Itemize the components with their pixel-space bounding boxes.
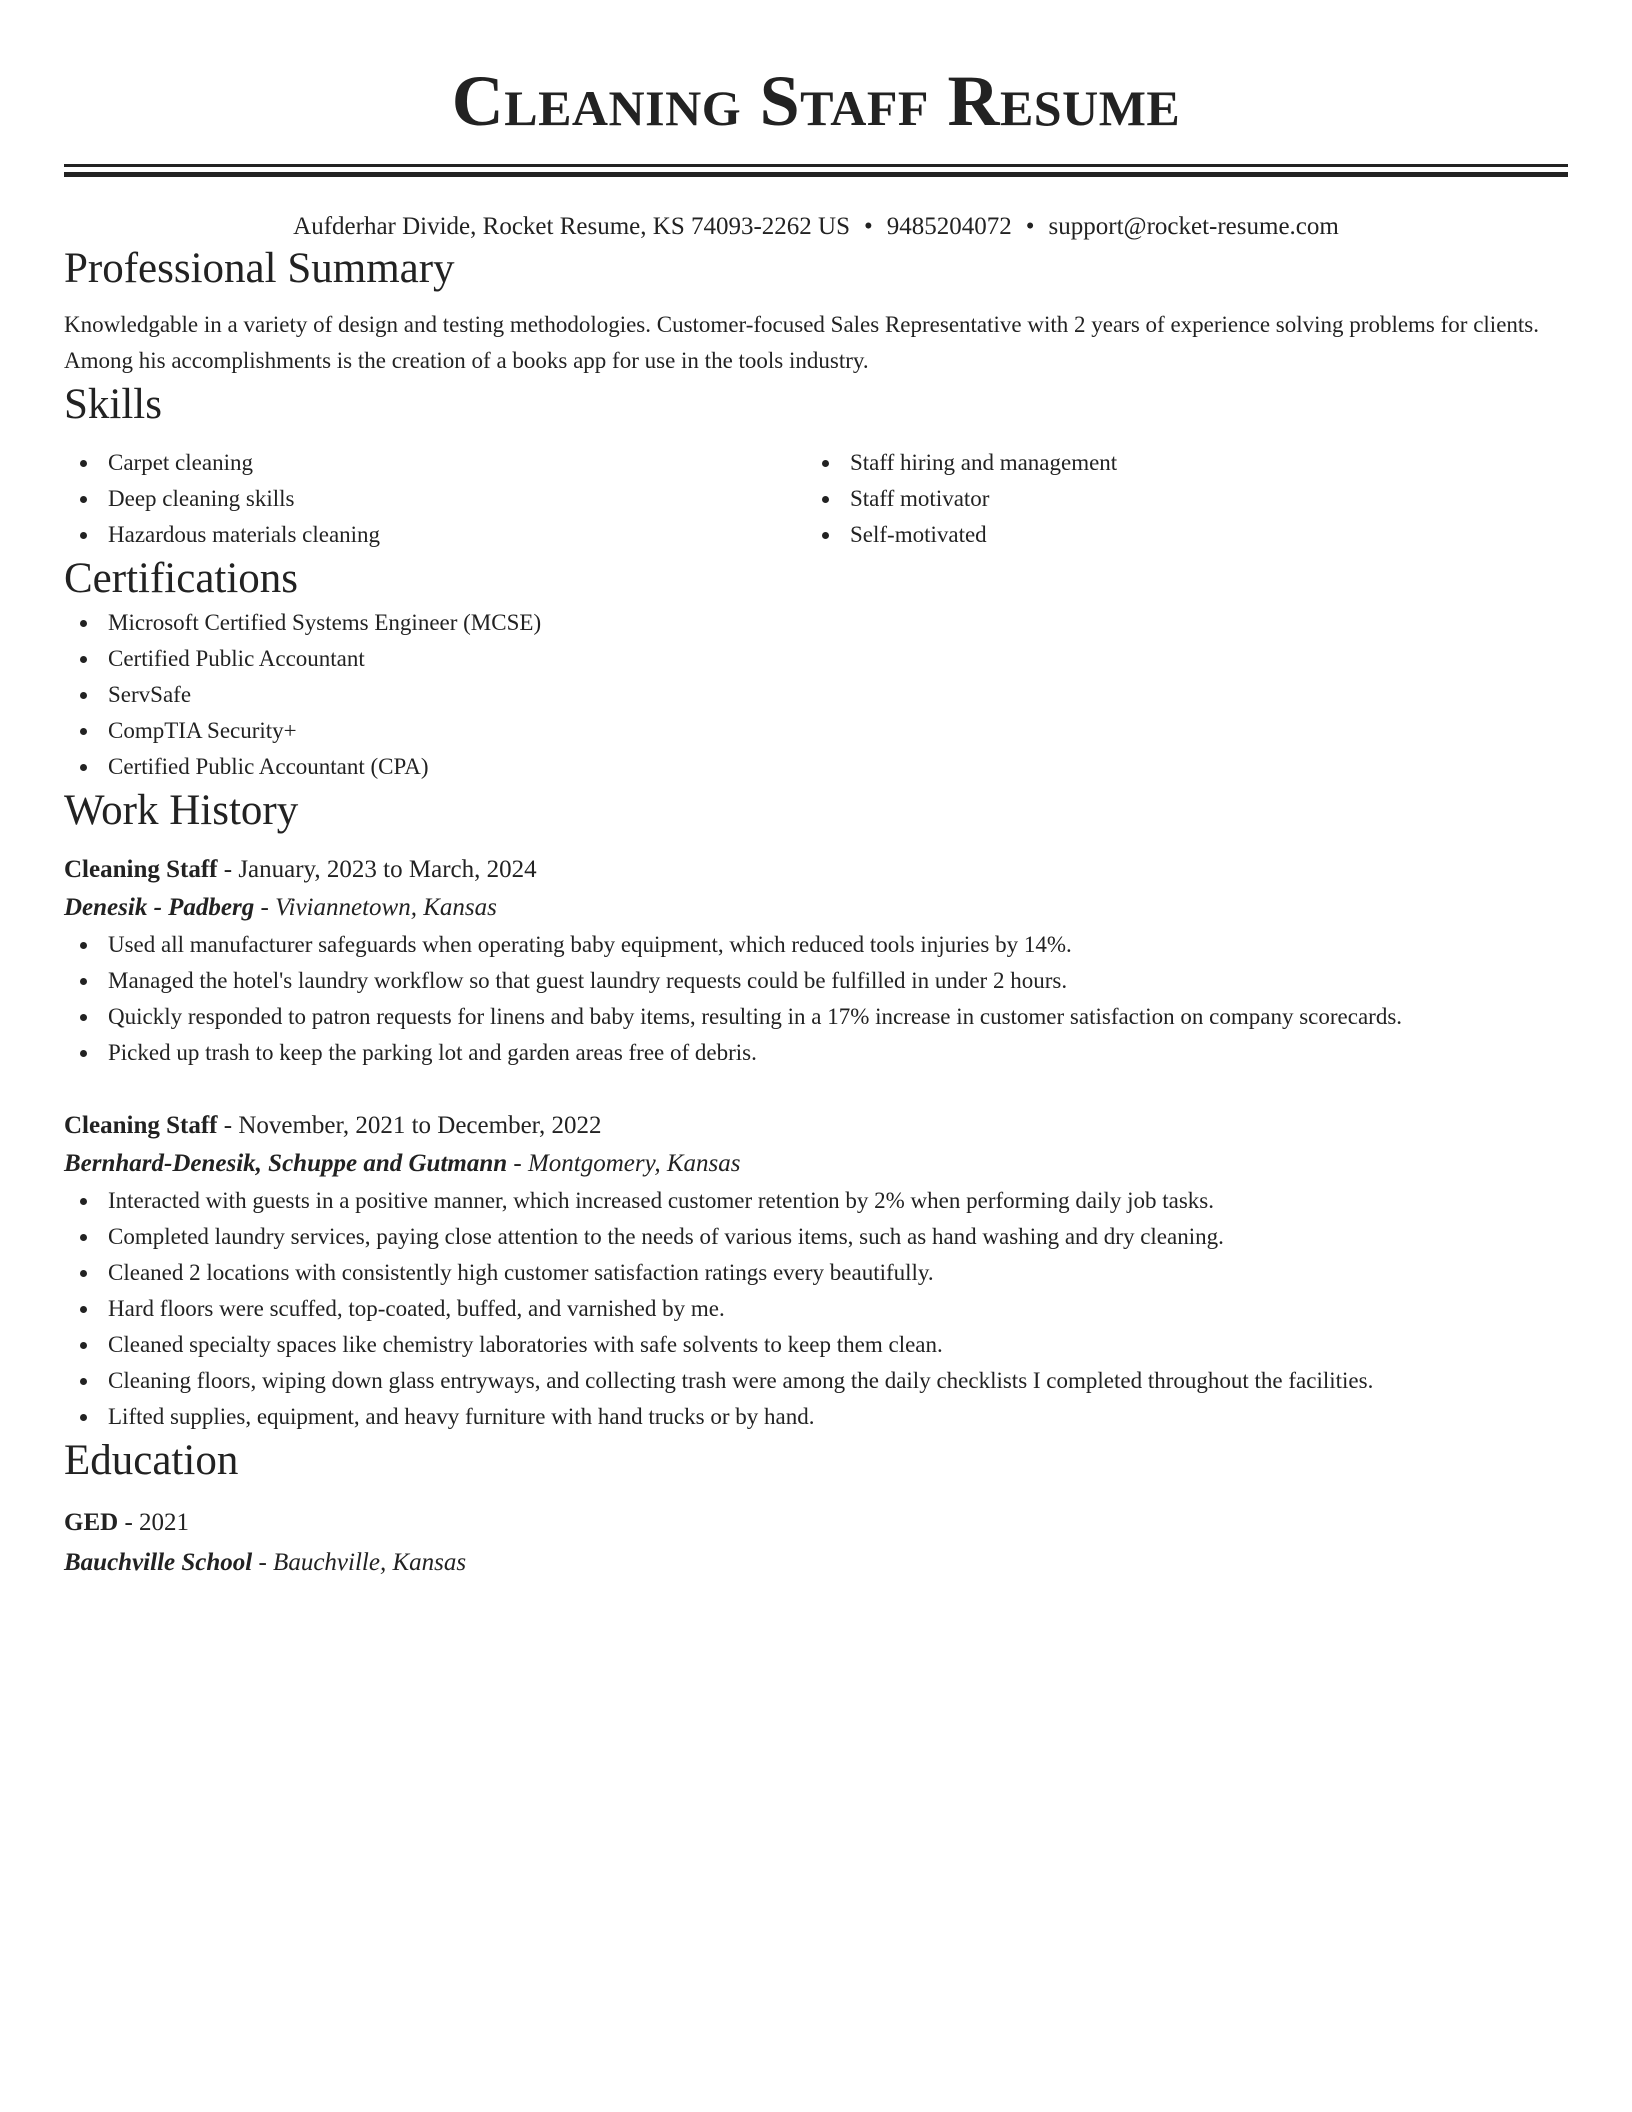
resume-title: Cleaning Staff Resume <box>451 61 1181 141</box>
job-bullets <box>64 927 1568 1071</box>
job-entry <box>64 1107 1568 1435</box>
title-rule-bottom <box>64 172 1568 177</box>
skill-item: Deep cleaning skills <box>64 481 806 517</box>
skills-grid <box>64 445 1568 553</box>
contact-line <box>64 211 1568 243</box>
education-location: Bauchville, Kansas <box>273 1549 467 1576</box>
job-bullet: Managed the hotel's laundry workflow so that guest laundry requests could be fulfilled in under 2 hours. <box>64 963 1568 999</box>
job-bullets <box>64 1183 1568 1435</box>
job-bullet: Hard floors were scuffed, top-coated, buffed, and varnished by me. <box>64 1291 1568 1327</box>
certifications-heading: Certifications <box>64 555 299 602</box>
job-bullet: Cleaning floors, wiping down glass entryways, and collecting trash were among the daily checklists I completed throughout the facilities. <box>64 1363 1568 1399</box>
title-rule-top <box>64 164 1568 167</box>
job-dash: - <box>254 894 276 921</box>
contact-separator: • <box>1025 213 1035 240</box>
job-entry <box>64 851 1568 1071</box>
education-school-line <box>64 1543 1568 1583</box>
certification-item: CompTIA Security+ <box>64 713 1568 749</box>
job-employer-line <box>64 1145 1568 1183</box>
skill-item: Staff motivator <box>806 481 1548 517</box>
job-dates: November, 2021 to December, 2022 <box>238 1112 602 1139</box>
skills-column-left <box>64 445 806 553</box>
skill-item: Self-motivated <box>806 517 1548 553</box>
certification-item: Microsoft Certified Systems Engineer (MCSE) <box>64 605 1568 641</box>
job-bullet: Interacted with guests in a positive manner, which increased customer retention by 2% when performing daily job tasks. <box>64 1183 1568 1219</box>
skill-item: Staff hiring and management <box>806 445 1548 481</box>
job-title-line <box>64 851 1568 889</box>
skills-heading: Skills <box>64 381 162 428</box>
education-degree: GED <box>64 1509 119 1536</box>
job-bullet: Completed laundry services, paying close attention to the needs of various items, such as hand washing and dry cleaning. <box>64 1219 1568 1255</box>
skills-column-right <box>806 445 1548 553</box>
job-title-line <box>64 1107 1568 1145</box>
job-employer: Denesik - Padberg <box>64 894 255 921</box>
summary-text: Knowledgable in a variety of design and testing methodologies. Customer-focused Sales Representative with 2 years of experience solving problems for clients. Among his accomplishments is the creation of a books app for use in the tools industry. <box>64 312 1539 373</box>
job-bullet: Cleaned 2 locations with consistently high customer satisfaction ratings every beautifully. <box>64 1255 1568 1291</box>
education-dash: - <box>252 1549 274 1576</box>
education-dash: - <box>118 1509 140 1536</box>
contact-email: support@rocket-resume.com <box>1048 213 1339 240</box>
skill-item: Carpet cleaning <box>64 445 806 481</box>
certification-item: ServSafe <box>64 677 1568 713</box>
job-location: Montgomery, Kansas <box>527 1150 741 1177</box>
job-bullet: Quickly responded to patron requests for linens and baby items, resulting in a 17% increase in customer satisfaction on company scorecards. <box>64 999 1568 1035</box>
skill-item: Hazardous materials cleaning <box>64 517 806 553</box>
job-bullet: Picked up trash to keep the parking lot and garden areas free of debris. <box>64 1035 1568 1071</box>
work-history-heading: Work History <box>64 787 299 834</box>
job-employer: Bernhard-Denesik, Schuppe and Gutmann <box>64 1150 508 1177</box>
certification-item: Certified Public Accountant (CPA) <box>64 749 1568 785</box>
job-bullet: Cleaned specialty spaces like chemistry laboratories with safe solvents to keep them clean. <box>64 1327 1568 1363</box>
education-degree-line <box>64 1503 1568 1543</box>
job-dash: - <box>217 856 239 883</box>
education-heading: Education <box>64 1437 239 1484</box>
education-entry <box>64 1503 1568 1583</box>
certifications-list <box>64 605 1568 785</box>
job-bullet: Lifted supplies, equipment, and heavy furniture with hand trucks or by hand. <box>64 1399 1568 1435</box>
job-dash: - <box>507 1150 528 1177</box>
job-location: Viviannetown, Kansas <box>275 894 497 921</box>
education-school: Bauchville School <box>64 1549 253 1576</box>
contact-address: Aufderhar Divide, Rocket Resume, KS 74093-2262 US <box>293 213 851 240</box>
job-bullet: Used all manufacturer safeguards when operating baby equipment, which reduced tools injuries by 14%. <box>64 927 1568 963</box>
job-dash: - <box>217 1112 239 1139</box>
contact-phone: 9485204072 <box>886 213 1012 240</box>
job-employer-line <box>64 889 1568 927</box>
education-year: 2021 <box>139 1509 190 1536</box>
job-dates: January, 2023 to March, 2024 <box>238 856 537 883</box>
job-title: Cleaning Staff <box>64 1112 218 1139</box>
certification-item: Certified Public Accountant <box>64 641 1568 677</box>
summary-heading: Professional Summary <box>64 245 455 292</box>
job-title: Cleaning Staff <box>64 856 218 883</box>
contact-separator: • <box>864 213 873 240</box>
